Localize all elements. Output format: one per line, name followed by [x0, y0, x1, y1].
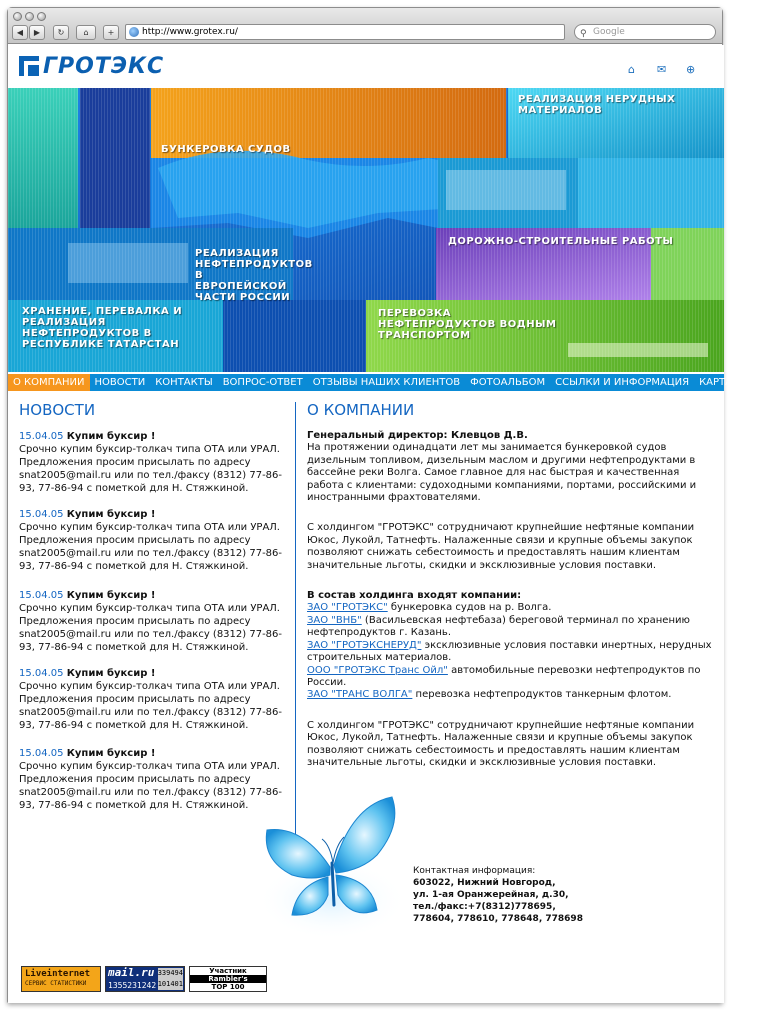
address-bar[interactable]	[125, 24, 565, 40]
news-date: 15.04.05	[19, 748, 64, 759]
bookmark-button[interactable]: ⌂	[76, 25, 96, 40]
about-partners-repeat: С холдингом "ГРОТЭКС" сотрудничают крупнейшие нефтяные компании Юкос, Лукойл, Татнефть. Налаженные связи и крупные объемы закупок позволяют снижать себестоимость и предоставлять нашим клиентам значительные льготы, скидки и эксклюзивные условия поставки.	[307, 719, 695, 768]
company-desc: (Васильевская нефтебаза) береговой терминал по хранению нефтепродуктов г. Казань.	[307, 614, 690, 639]
news-title[interactable]: Купим буксир !	[66, 509, 156, 520]
contact-line: тел./факс:+7(8312)778695,	[413, 902, 556, 912]
news-title[interactable]: Купим буксир !	[66, 668, 156, 679]
news-item	[19, 747, 289, 812]
banner-label-water[interactable]: ПЕРЕВОЗКА НЕФТЕПРОДУКТОВ ВОДНЫМ ТРАНСПОРТОМ	[378, 308, 557, 341]
news-body: Срочно купим буксир-толкач типа ОТА или УРАЛ. Предложения просим присылать по адресу snat2005@mail.ru или по тел./факсу (8312) 77-86-93, 77-86-94 с пометкой для Н. Стяжкиной.	[19, 522, 283, 572]
news-title[interactable]: Купим буксир !	[66, 431, 156, 442]
news-date: 15.04.05	[19, 431, 64, 442]
banner-label-oil-europe[interactable]: РЕАЛИЗАЦИЯ НЕФТЕПРОДУКТОВ В ЕВРОПЕЙСКОЙ ЧАСТИ РОССИИ	[195, 248, 313, 303]
add-bookmark-button[interactable]: +	[103, 25, 119, 40]
mailru-side1: 339494	[157, 968, 183, 977]
address-text: http://www.grotex.ru/	[142, 27, 238, 37]
news-title[interactable]: Купим буксир !	[66, 590, 156, 601]
back-button[interactable]: ◀	[12, 25, 28, 40]
page-content	[8, 45, 770, 1003]
nav-item-faq[interactable]: ВОПРОС-ОТВЕТ	[222, 377, 303, 388]
home-icon[interactable]: ⌂	[628, 63, 635, 76]
butterfly-image	[252, 785, 412, 945]
news-title[interactable]: Купим буксир !	[66, 748, 156, 759]
news-item	[19, 508, 289, 573]
news-item	[19, 430, 289, 495]
company-link-grotexnerud[interactable]: ЗАО "ГРОТЭКСНЕРУД"	[307, 639, 422, 651]
company-desc: бункеровка судов на р. Волга.	[387, 602, 552, 614]
news-body: Срочно купим буксир-толкач типа ОТА или УРАЛ. Предложения просим присылать по адресу snat2005@mail.ru или по тел./факсу (8312) 77-86-93, 77-86-94 с пометкой для Н. Стяжкиной.	[19, 681, 283, 731]
rambler-counter[interactable]	[189, 966, 267, 992]
news-body: Срочно купим буксир-толкач типа ОТА или УРАЛ. Предложения просим присылать по адресу snat2005@mail.ru или по тел./факсу (8312) 77-86-93, 77-86-94 с пометкой для Н. Стяжкиной.	[19, 603, 283, 653]
rambler-l3: TOP 100	[211, 982, 245, 991]
nav-item-photo[interactable]: ФОТОАЛЬБОМ	[470, 377, 546, 388]
counters	[21, 964, 271, 993]
close-window-button[interactable]	[13, 12, 22, 21]
contact-info	[413, 865, 633, 925]
company-desc: эксклюзивные условия поставки инертных, нерудных строительных материалов.	[307, 639, 712, 664]
minimize-window-button[interactable]	[25, 12, 34, 21]
mailru-counter[interactable]	[105, 966, 185, 992]
news-date: 15.04.05	[19, 590, 64, 601]
site-logo[interactable]	[19, 55, 164, 77]
company-link-transvolga[interactable]: ЗАО "ТРАНС ВОЛГА"	[307, 689, 413, 701]
mailru-number	[108, 981, 156, 991]
news-body: Срочно купим буксир-толкач типа ОТА или УРАЛ. Предложения просим присылать по адресу snat2005@mail.ru или по тел./факсу (8312) 77-86-93, 77-86-94 с пометкой для Н. Стяжкиной.	[19, 444, 283, 494]
company-desc: автомобильные перевозки нефтепродуктов по России.	[307, 664, 701, 688]
about-partners: С холдингом "ГРОТЭКС" сотрудничают крупнейшие нефтяные компании Юкос, Лукойл, Татнефть. Налаженные связи и крупные объемы закупок позволяют снижать себестоимость и предоставлять нашим клиентам значительные льготы, скидки и эксклюзивные условия поставки.	[307, 522, 695, 571]
liveinternet-counter[interactable]	[21, 966, 101, 992]
contact-line: 778604, 778610, 778648, 778698	[413, 914, 583, 924]
rambler-l2: Rambler's	[190, 975, 266, 983]
mailru-num2: 42	[146, 980, 157, 990]
banner-label-bunkering[interactable]: БУНКЕРОВКА СУДОВ	[161, 144, 291, 155]
globe-icon	[129, 27, 139, 37]
company-link-grotex[interactable]: ЗАО "ГРОТЭКС"	[307, 602, 388, 614]
banner-label-materials[interactable]: РЕАЛИЗАЦИЯ НЕРУДНЫХ МАТЕРИАЛОВ	[518, 94, 676, 116]
mailru-side2: 101401	[157, 979, 183, 988]
nav-item-contacts[interactable]: КОНТАКТЫ	[155, 377, 213, 388]
banner-label-tatarstan[interactable]: ХРАНЕНИЕ, ПЕРЕВАЛКА И РЕАЛИЗАЦИЯ НЕФТЕПРОДУКТОВ В РЕСПУБЛИКЕ ТАТАРСТАН	[22, 306, 183, 350]
holding-title: В состав холдинга входят компании:	[307, 590, 522, 602]
director-line: Генеральный директор: Клевцов Д.В.	[307, 430, 528, 441]
nav-item-news[interactable]: НОВОСТИ	[94, 377, 146, 388]
mailru-num1: 13552312	[108, 980, 147, 990]
about-text	[307, 430, 717, 781]
news-item	[19, 667, 289, 732]
nav-item-sitemap[interactable]: КАРТА САЙТА	[699, 377, 770, 388]
rambler-l1: Участник	[209, 966, 247, 975]
hero-banner	[8, 88, 724, 372]
sitemap-icon[interactable]: ⊕	[686, 63, 696, 76]
news-date: 15.04.05	[19, 668, 64, 679]
news-list	[19, 430, 289, 825]
about-intro: На протяжении одинадцати лет мы занимается бункеровкой судов дизельным топливом, дизельным маслом и другими нефтепродуктами в бассейне реки Волга. Самое главное для нас быстрая и качественная работа с клиентами: судоходными компаниями, портами, российскими и иностранными фрахтователями.	[307, 442, 697, 504]
news-item	[19, 589, 289, 654]
contact-line: 603022, Нижний Новгород,	[413, 878, 556, 888]
company-desc: перевозка нефтепродуктов танкерным флотом.	[412, 689, 672, 701]
news-date: 15.04.05	[19, 509, 64, 520]
news-heading: НОВОСТИ	[19, 401, 96, 419]
mailru-side	[158, 968, 183, 990]
liveinternet-subtitle: СЕРВИС СТАТИСТИКИ	[25, 979, 87, 987]
liveinternet-title: Liveinternet	[25, 968, 91, 979]
search-input[interactable]	[574, 24, 716, 40]
banner-label-road[interactable]: ДОРОЖНО-СТРОИТЕЛЬНЫЕ РАБОТЫ	[448, 236, 674, 247]
contact-title: Контактная информация:	[413, 866, 536, 876]
about-heading: О КОМПАНИИ	[307, 401, 415, 419]
reload-button[interactable]: ↻	[53, 25, 69, 40]
main-nav	[8, 374, 770, 391]
search-icon: ⚲	[580, 29, 587, 39]
zoom-window-button[interactable]	[37, 12, 46, 21]
company-link-vnb[interactable]: ЗАО "ВНБ"	[307, 614, 362, 626]
logo-text: ГРОТЭКС	[43, 53, 165, 79]
search-placeholder: Google	[593, 27, 625, 37]
nav-item-links[interactable]: ССЫЛКИ И ИНФОРМАЦИЯ	[555, 377, 690, 388]
nav-item-reviews[interactable]: ОТЗЫВЫ НАШИХ КЛИЕНТОВ	[312, 377, 461, 388]
company-link-transoil[interactable]: ООО "ГРОТЭКС Транс Ойл"	[307, 664, 448, 676]
browser-toolbar	[8, 8, 722, 44]
nav-item-about[interactable]: О КОМПАНИИ	[8, 374, 90, 391]
browser-window	[7, 7, 770, 1003]
contact-line: ул. 1-ая Оранжерейная, д.30,	[413, 890, 569, 900]
mail-icon[interactable]: ✉	[657, 63, 667, 76]
logo-mark-icon	[19, 56, 39, 76]
mailru-logo: mail.ru	[108, 965, 155, 979]
news-body: Срочно купим буксир-толкач типа ОТА или УРАЛ. Предложения просим присылать по адресу snat2005@mail.ru или по тел./факсу (8312) 77-86-93, 77-86-94 с пометкой для Н. Стяжкиной.	[19, 761, 283, 811]
forward-button[interactable]: ▶	[29, 25, 45, 40]
